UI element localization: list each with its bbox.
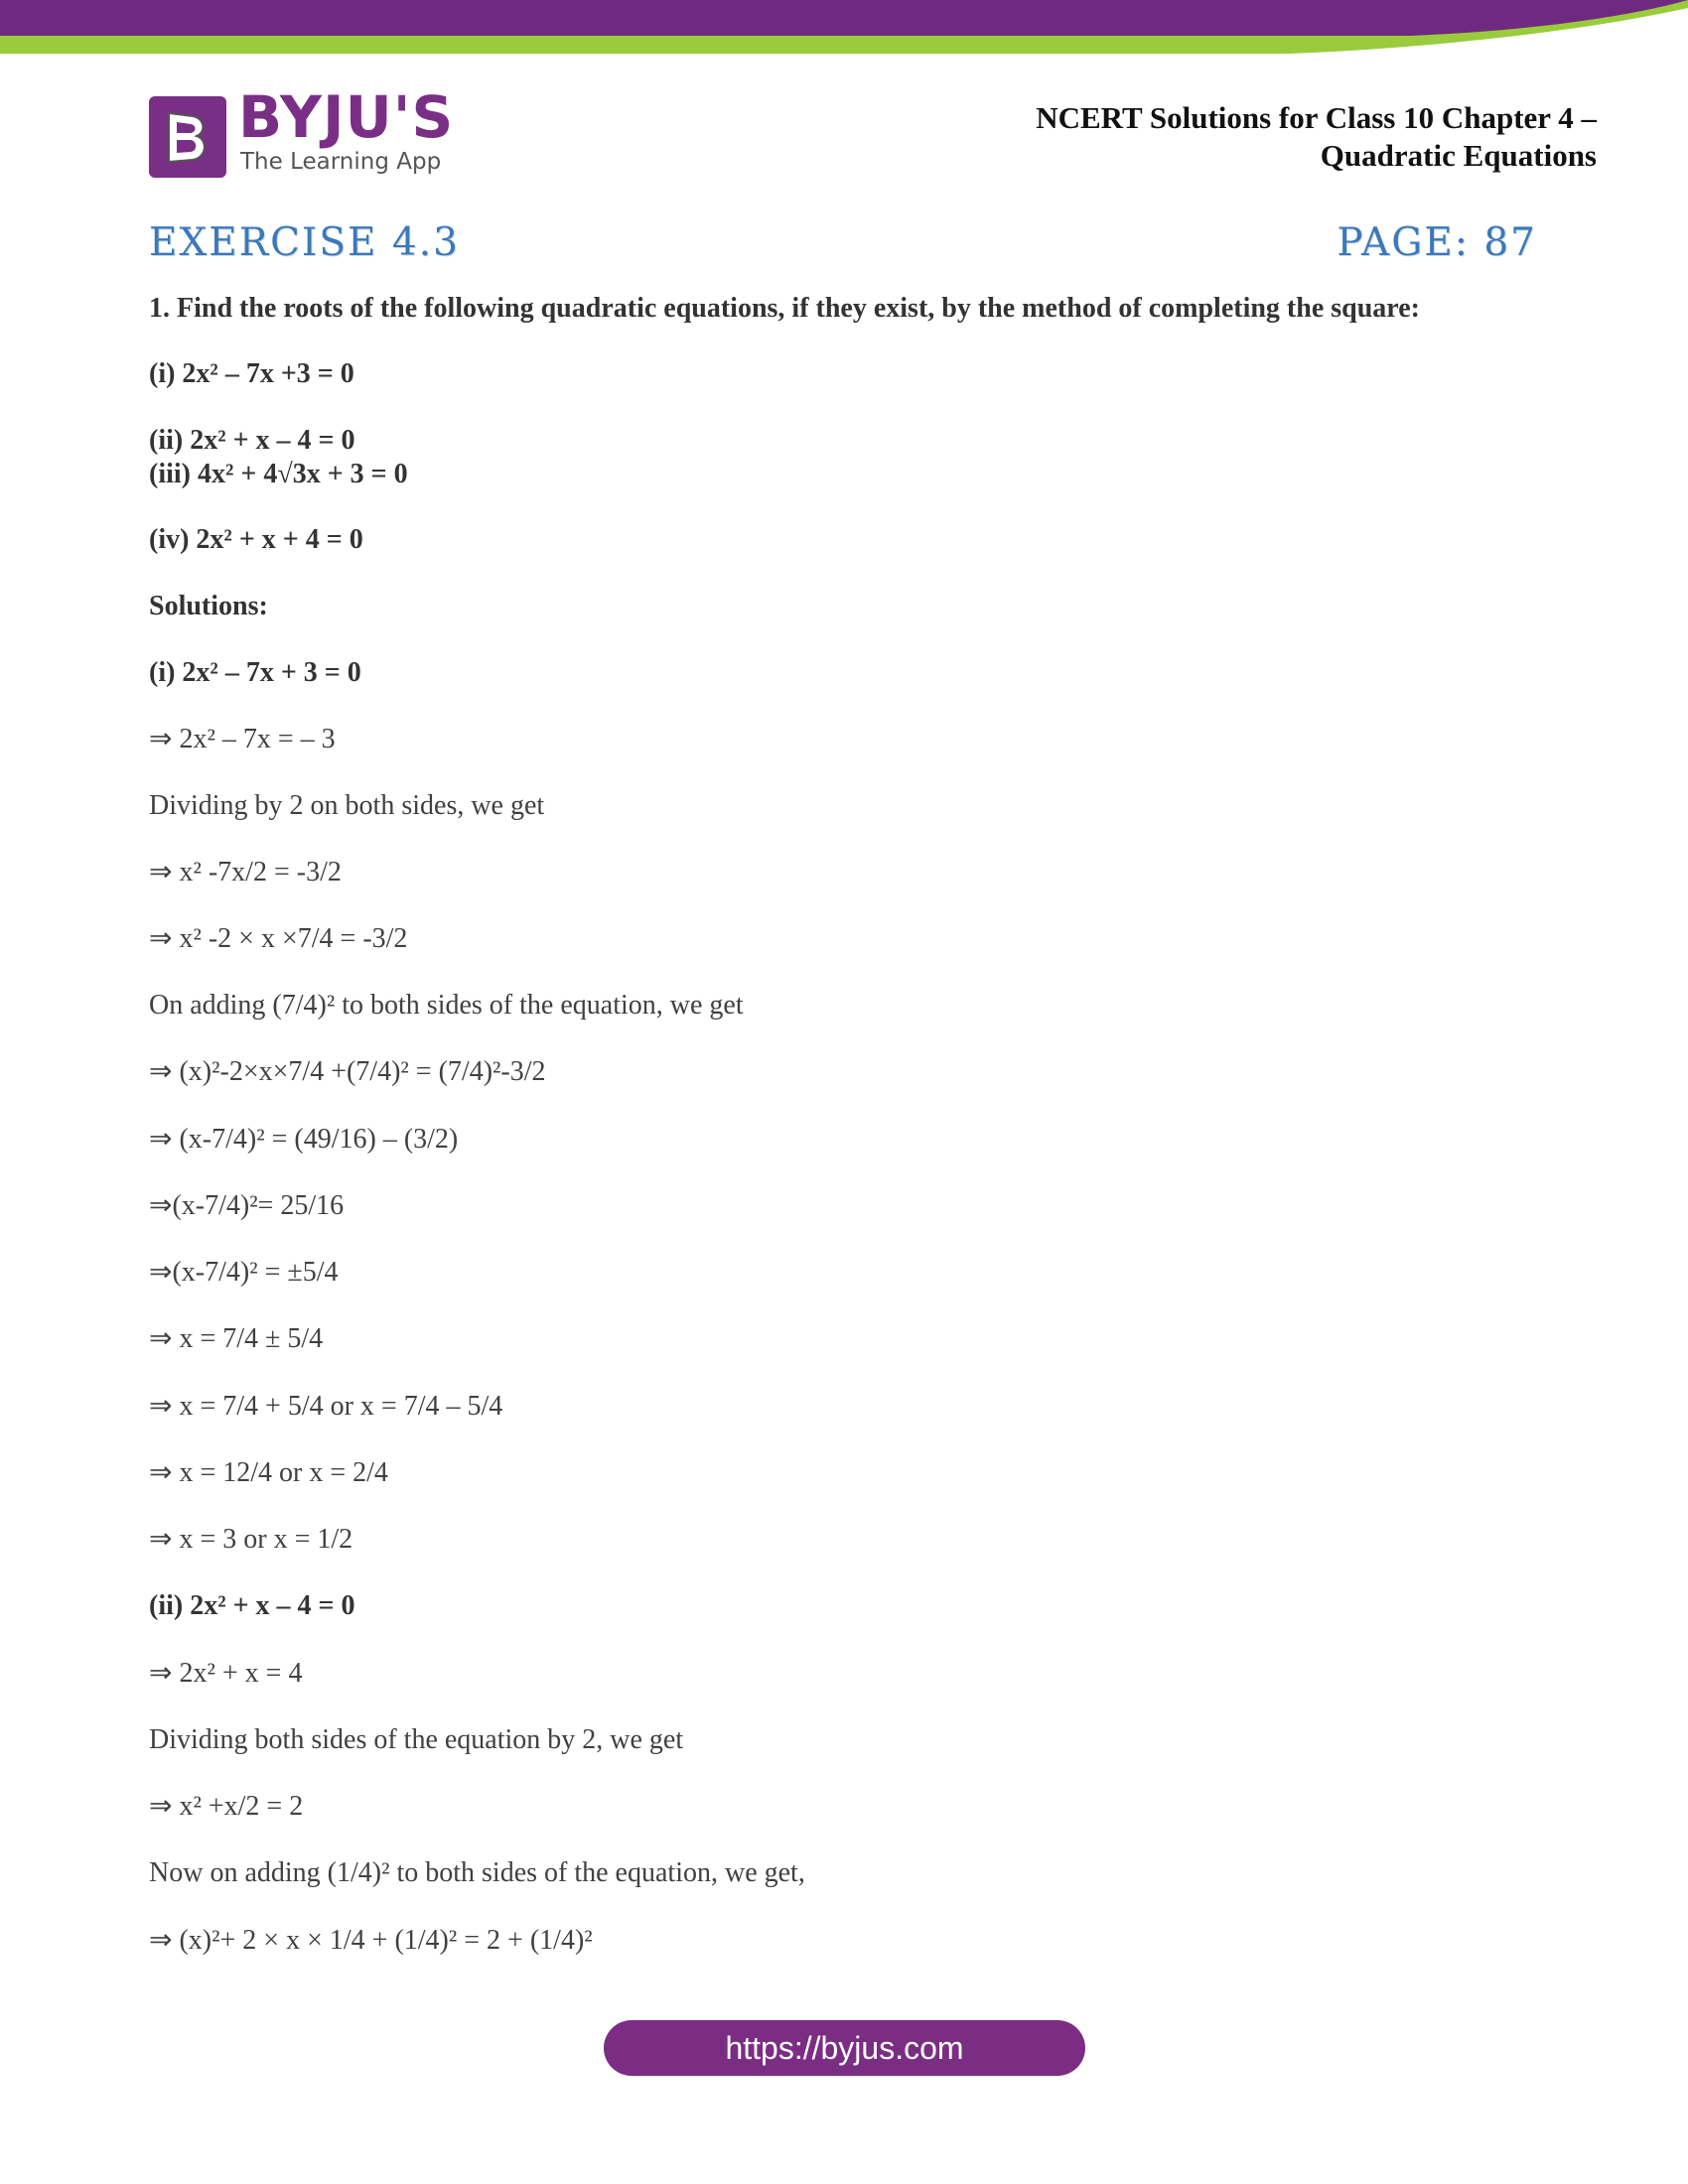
solution-i-heading: (i) 2x² – 7x + 3 = 0	[149, 657, 361, 688]
question-part-iii: (iii) 4x² + 4√3x + 3 = 0	[149, 459, 408, 489]
brand-name: BYJU'S	[238, 83, 455, 151]
solution-i-step: Dividing by 2 on both sides, we get	[149, 790, 545, 821]
solution-ii-step: ⇒ (x)²+ 2 × x × 1/4 + (1/4)² = 2 + (1/4)²	[149, 1925, 593, 1956]
footer-website-link[interactable]	[604, 2020, 1085, 2076]
question-part-iv: (iv) 2x² + x + 4 = 0	[149, 524, 363, 555]
brand-tagline: The Learning App	[240, 149, 442, 175]
top-decorative-band	[0, 0, 1688, 62]
page-number: PAGE: 87	[1336, 220, 1537, 265]
question-part-ii: (ii) 2x² + x – 4 = 0	[149, 425, 355, 456]
solution-ii-heading: (ii) 2x² + x – 4 = 0	[149, 1590, 355, 1621]
question-text: 1. Find the roots of the following quadratic equations, if they exist, by the method of completing the square:	[149, 293, 1420, 324]
solution-i-step: ⇒ x = 7/4 + 5/4 or x = 7/4 – 5/4	[149, 1391, 503, 1422]
solution-i-step: ⇒ x = 7/4 ± 5/4	[149, 1323, 324, 1354]
solution-ii-step: ⇒ x² +x/2 = 2	[149, 1791, 304, 1822]
logo-b-icon	[163, 110, 211, 164]
document-title	[1036, 99, 1597, 175]
solution-i-step: ⇒ (x)²-2×x×7/4 +(7/4)² = (7/4)²-3/2	[149, 1056, 546, 1087]
solution-i-step: ⇒ x = 12/4 or x = 2/4	[149, 1457, 388, 1488]
logo-mark	[149, 96, 226, 178]
title-line-2: Quadratic Equations	[1320, 138, 1597, 173]
exercise-heading: EXERCISE 4.3	[149, 220, 460, 265]
byjus-logo	[149, 83, 455, 180]
solution-i-step: ⇒ 2x² – 7x = – 3	[149, 724, 336, 754]
solution-ii-step: Now on adding (1/4)² to both sides of the equation, we get,	[149, 1857, 805, 1888]
solution-ii-step: Dividing both sides of the equation by 2, we get	[149, 1724, 684, 1755]
footer-url: https://byjus.com	[725, 2029, 964, 2066]
solution-i-step: On adding (7/4)² to both sides of the equation, we get	[149, 990, 744, 1021]
solution-i-step: ⇒(x-7/4)²= 25/16	[149, 1190, 345, 1221]
solution-i-step: ⇒ x = 3 or x = 1/2	[149, 1524, 353, 1555]
solution-i-step: ⇒ x² -2 × x ×7/4 = -3/2	[149, 923, 408, 954]
solution-ii-step: ⇒ 2x² + x = 4	[149, 1658, 303, 1689]
solution-i-step: ⇒ x² -7x/2 = -3/2	[149, 857, 342, 887]
question-part-i: (i) 2x² – 7x +3 = 0	[149, 358, 354, 389]
solution-i-step: ⇒ (x-7/4)² = (49/16) – (3/2)	[149, 1124, 459, 1155]
solutions-label: Solutions:	[149, 591, 268, 621]
title-line-1: NCERT Solutions for Class 10 Chapter 4 –	[1036, 100, 1597, 135]
solution-i-step: ⇒(x-7/4)² = ±5/4	[149, 1257, 339, 1288]
